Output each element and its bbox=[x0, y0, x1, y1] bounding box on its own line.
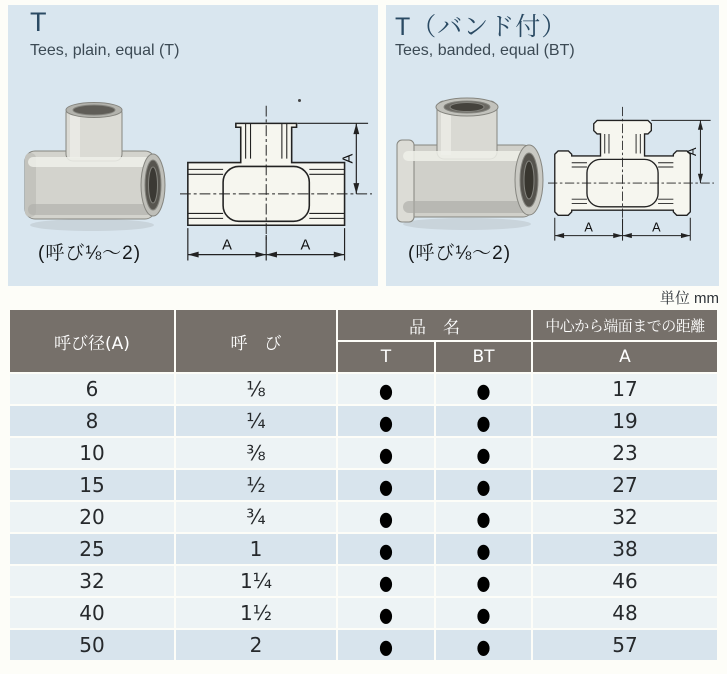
availability-dot: ● bbox=[476, 442, 491, 467]
plain-tee-photo-illustration bbox=[20, 101, 170, 236]
availability-cell-bt bbox=[436, 374, 531, 404]
nominal-size-cell: ⅛ bbox=[176, 374, 336, 404]
dimension-diagram-banded-tee bbox=[548, 105, 714, 251]
availability-dot: ● bbox=[476, 538, 491, 563]
size-range-caption-banded: (呼び⅛～2) bbox=[408, 243, 512, 264]
product-title-plain: T bbox=[30, 7, 48, 37]
availability-dot: ● bbox=[476, 474, 491, 499]
nominal-diameter-cell: 40 bbox=[10, 598, 174, 628]
nominal-diameter-cell: 32 bbox=[10, 566, 174, 596]
distance-cell: 19 bbox=[533, 406, 717, 436]
header-product-name-group: 品 名 bbox=[338, 310, 531, 340]
distance-cell: 23 bbox=[533, 438, 717, 468]
dimension-diagram-plain-tee bbox=[180, 103, 372, 273]
table-row bbox=[10, 566, 717, 596]
dim-label-a-right: A bbox=[300, 237, 311, 254]
size-range-caption-plain: (呼び⅛～2) bbox=[38, 243, 142, 264]
nominal-size-cell: ¾ bbox=[176, 502, 336, 532]
nominal-diameter-cell: 15 bbox=[10, 470, 174, 500]
availability-cell-t bbox=[338, 470, 434, 500]
nominal-diameter-cell: 50 bbox=[10, 630, 174, 660]
nominal-diameter-cell: 10 bbox=[10, 438, 174, 468]
availability-dot: ● bbox=[476, 410, 491, 435]
nominal-diameter-cell: 8 bbox=[10, 406, 174, 436]
availability-dot: ● bbox=[379, 538, 393, 563]
availability-cell-t bbox=[338, 534, 434, 564]
scan-speck bbox=[298, 99, 301, 102]
distance-cell: 48 bbox=[533, 598, 717, 628]
availability-cell-bt bbox=[436, 438, 531, 468]
availability-cell-t bbox=[338, 502, 434, 532]
dim-label-a-left: A bbox=[222, 237, 232, 254]
availability-dot: ● bbox=[476, 570, 491, 595]
header-a: A bbox=[533, 342, 717, 372]
nominal-size-cell: ¼ bbox=[176, 406, 336, 436]
availability-cell-t bbox=[338, 406, 434, 436]
unit-label: 単位 mm bbox=[659, 290, 719, 307]
availability-dot: ● bbox=[379, 506, 393, 531]
availability-cell-bt bbox=[436, 630, 531, 660]
distance-cell: 27 bbox=[533, 470, 717, 500]
distance-cell: 38 bbox=[533, 534, 717, 564]
availability-cell-t bbox=[338, 374, 434, 404]
availability-dot: ● bbox=[476, 378, 491, 403]
header-bt: BT bbox=[436, 342, 531, 372]
nominal-size-cell: 2 bbox=[176, 630, 336, 660]
distance-cell: 32 bbox=[533, 502, 717, 532]
availability-cell-bt bbox=[436, 566, 531, 596]
nominal-diameter-cell: 25 bbox=[10, 534, 174, 564]
product-title-banded: T（バンド付） bbox=[395, 13, 568, 41]
availability-dot: ● bbox=[476, 634, 491, 659]
header-t: T bbox=[338, 342, 434, 372]
availability-cell-t bbox=[338, 598, 434, 628]
header-nominal-diameter: 呼び径(A) bbox=[10, 310, 174, 372]
availability-dot: ● bbox=[379, 570, 393, 595]
availability-dot: ● bbox=[379, 474, 393, 499]
availability-cell-bt bbox=[436, 502, 531, 532]
spec-table-body bbox=[10, 374, 717, 660]
product-panel-plain-tee bbox=[8, 5, 378, 286]
nominal-size-cell: ½ bbox=[176, 470, 336, 500]
table-row bbox=[10, 598, 717, 628]
dim-label-a-vertical: A bbox=[340, 153, 357, 164]
availability-dot: ● bbox=[379, 442, 393, 467]
availability-dot: ● bbox=[379, 602, 393, 627]
availability-cell-bt bbox=[436, 470, 531, 500]
product-photo-banded-tee bbox=[395, 95, 545, 235]
availability-dot: ● bbox=[379, 378, 393, 403]
availability-dot: ● bbox=[476, 506, 491, 531]
nominal-size-cell: 1¼ bbox=[176, 566, 336, 596]
nominal-size-cell: ⅜ bbox=[176, 438, 336, 468]
availability-cell-bt bbox=[436, 534, 531, 564]
table-row bbox=[10, 502, 717, 532]
nominal-size-cell: 1½ bbox=[176, 598, 336, 628]
distance-cell: 57 bbox=[533, 630, 717, 660]
banded-tee-drawing bbox=[548, 105, 714, 251]
availability-dot: ● bbox=[379, 634, 393, 659]
availability-cell-t bbox=[338, 566, 434, 596]
distance-cell: 46 bbox=[533, 566, 717, 596]
product-subtitle-banded: Tees, banded, equal (BT) bbox=[395, 42, 575, 59]
availability-cell-t bbox=[338, 438, 434, 468]
availability-dot: ● bbox=[476, 602, 491, 627]
product-photo-plain-tee bbox=[20, 101, 170, 236]
nominal-diameter-cell: 6 bbox=[10, 374, 174, 404]
availability-cell-bt bbox=[436, 406, 531, 436]
nominal-diameter-cell: 20 bbox=[10, 502, 174, 532]
spec-table-header bbox=[10, 310, 717, 372]
distance-cell: 17 bbox=[533, 374, 717, 404]
table-row bbox=[10, 406, 717, 436]
dim-label-a-right: A bbox=[652, 220, 661, 235]
availability-cell-bt bbox=[436, 598, 531, 628]
table-row bbox=[10, 374, 717, 404]
dim-label-a-vertical: A bbox=[685, 147, 700, 156]
header-nominal-size: 呼 び bbox=[176, 310, 336, 372]
spec-table bbox=[8, 308, 719, 662]
plain-tee-drawing bbox=[180, 103, 372, 273]
banded-tee-photo-illustration bbox=[395, 95, 545, 235]
availability-dot: ● bbox=[379, 410, 393, 435]
product-subtitle-plain: Tees, plain, equal (T) bbox=[30, 42, 180, 59]
product-panel-banded-tee bbox=[386, 5, 719, 286]
table-row bbox=[10, 534, 717, 564]
availability-cell-t bbox=[338, 630, 434, 660]
table-row bbox=[10, 470, 717, 500]
header-distance-group: 中心から端面までの距離 bbox=[533, 310, 717, 340]
table-row bbox=[10, 630, 717, 660]
dim-label-a-left: A bbox=[584, 220, 593, 235]
nominal-size-cell: 1 bbox=[176, 534, 336, 564]
table-row bbox=[10, 438, 717, 468]
